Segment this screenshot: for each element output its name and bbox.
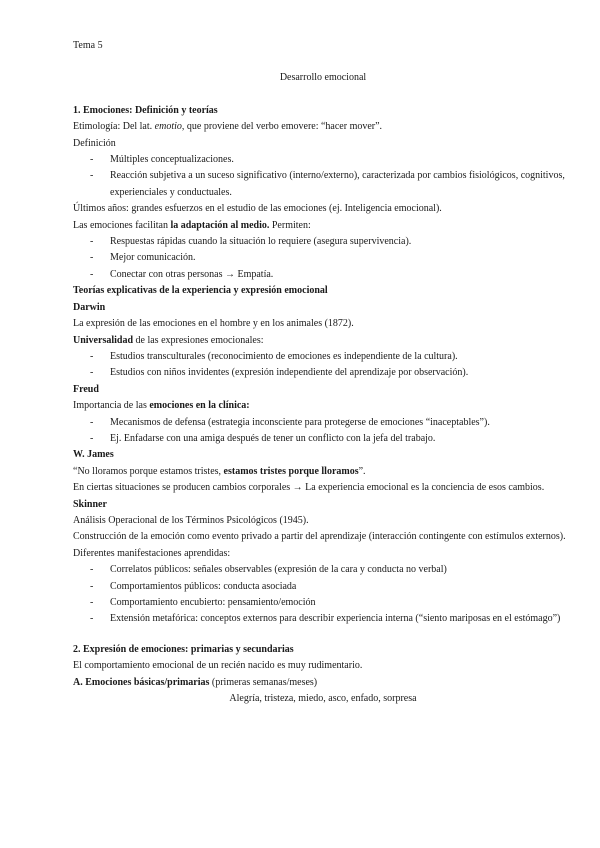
james-quote: “No lloramos porque estamos tristes, estamos tristes porque lloramos”. [73, 465, 366, 477]
freud-item: - Ej. Enfadarse con una amiga después de tener un conflicto con la jefa del trabajo. [73, 431, 573, 447]
section-2-heading: 2. Expresión de emociones: primarias y secundarias [73, 643, 294, 655]
universality-line: Universalidad de las expresiones emocionales: [73, 334, 264, 346]
skinner-item: - Correlatos públicos: señales observables (expresión de la cara y conducta no verbal) [73, 562, 573, 578]
darwin-text: La expresión de las emociones en el hombre y en los animales (1872). [73, 318, 354, 330]
freud-heading: Freud [73, 383, 99, 395]
definition-label: Definición [73, 137, 116, 149]
definition-item: - Múltiples conceptualizaciones. [73, 152, 573, 168]
skinner-item: - Comportamiento encubierto: pensamiento/emoción [73, 595, 573, 611]
darwin-heading: Darwin [73, 301, 106, 313]
recent-years-line: Últimos años: grandes esfuerzos en el estudio de las emociones (ej. Inteligencia emocional). [73, 203, 442, 215]
skinner-item: - Extensión metafórica: conceptos externos para describir experiencia interna (“siento mariposas en el estómago”) [73, 611, 573, 627]
document-page [73, 38, 573, 707]
freud-item: - Mecanismos de defensa (estrategia inconsciente para protegerse de emociones “inaceptables”). [73, 415, 573, 431]
skinner-manifestations: Diferentes manifestaciones aprendidas: [73, 547, 231, 559]
skinner-analysis: Análisis Operacional de los Términos Psicológicos (1945). [73, 514, 309, 526]
darwin-item: - Estudios transculturales (reconocimiento de emociones es independiente de la cultura). [73, 349, 573, 365]
section-1-heading: 1. Emociones: Definición y teorías [73, 104, 218, 116]
darwin-item: - Estudios con niños invidentes (expresión independiente del aprendizaje por observación). [73, 365, 573, 381]
adaptation-item: - Respuestas rápidas cuando la situación lo requiere (asegura supervivencia). [73, 234, 573, 250]
etymology-line: Etimología: Del lat. emotio, que proviene del verbo emovere: “hacer mover”. [73, 121, 383, 133]
skinner-construction: Construcción de la emoción como evento privado a partir del aprendizaje (interacción contingente con estímulos externos). [73, 531, 566, 543]
basic-emotions-line: A. Emociones básicas/primarias (primeras semanas/meses) [73, 676, 318, 688]
freud-importance-line: Importancia de las emociones en la clínica: [73, 400, 250, 412]
page-title: Desarrollo emocional [279, 72, 367, 84]
james-heading: W. James [73, 449, 114, 461]
skinner-heading: Skinner [73, 498, 107, 510]
skinner-item: - Comportamientos públicos: conducta asociada [73, 579, 573, 595]
adaptation-line: Las emociones facilitan la adaptación al medio. Permiten: [73, 219, 311, 231]
james-text: En ciertas situaciones se producen cambios corporales → La experiencia emocional es la conciencia de esos cambios. [73, 482, 545, 494]
theories-heading: Teorías explicativas de la experiencia y expresión emocional [73, 285, 328, 297]
adaptation-item: - Mejor comunicación. [73, 250, 573, 266]
definition-item: - Reacción subjetiva a un suceso significativo (interno/externo), caracterizada por cambios fisiológicos, cognitivos, experienciales y conductuales. [73, 168, 573, 201]
adaptation-item: - Conectar con otras personas → Empatía. [73, 267, 573, 283]
newborn-text: El comportamiento emocional de un recién nacido es muy rudimentario. [73, 660, 363, 672]
basic-emotions-list: Alegría, tristeza, miedo, asco, enfado, sorpresa [229, 693, 417, 705]
etymology-word: emotio [154, 121, 182, 133]
topic-label: Tema 5 [73, 40, 103, 51]
